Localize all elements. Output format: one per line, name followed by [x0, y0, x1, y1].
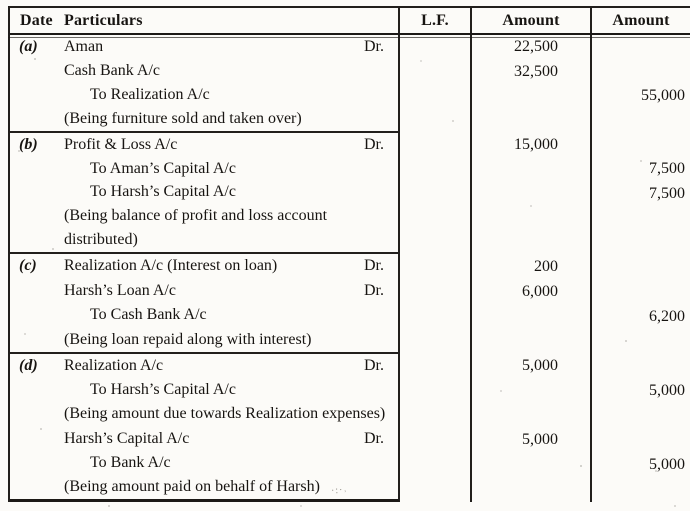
lf-blank	[400, 133, 470, 157]
line-text: (Being furniture sold and taken over)	[64, 110, 302, 127]
debit-amount: 15,000	[514, 136, 558, 154]
col-header-particulars: Particulars	[58, 8, 400, 33]
credit-amount	[592, 254, 690, 279]
journal-entry	[10, 254, 690, 354]
debit-amount: 5,000	[522, 431, 558, 449]
lf-blank	[400, 206, 470, 230]
particulars-cell	[58, 254, 400, 354]
credit-amount: 7,500	[649, 184, 685, 202]
debit-amount-cell	[472, 354, 592, 502]
line-text: To Aman’s Capital A/c	[90, 159, 236, 177]
journal-entry	[10, 354, 690, 502]
journal-line	[64, 328, 398, 353]
debit-amount	[472, 477, 590, 502]
col-header-lf: L.F.	[400, 8, 472, 33]
credit-amount: 55,000	[641, 87, 685, 105]
journal-line	[64, 303, 398, 328]
debit-amount	[472, 453, 590, 478]
debit-amount	[472, 84, 590, 109]
line-text: Cash Bank A/c	[64, 62, 160, 79]
line-text: Harsh’s Loan A/c	[64, 281, 176, 299]
journal-line	[64, 378, 398, 402]
lf-cell	[400, 35, 472, 133]
entry-date-blank	[19, 181, 58, 205]
credit-amount: 5,000	[649, 456, 685, 474]
credit-amount	[592, 329, 690, 354]
lf-blank	[400, 254, 470, 279]
credit-amount	[592, 354, 690, 379]
entry-date-cell	[10, 354, 58, 502]
journal-line	[64, 451, 398, 475]
particulars-cell	[58, 133, 400, 254]
lf-blank	[400, 477, 470, 502]
col-header-amount-debit: Amount	[472, 8, 592, 33]
entry-date-blank	[19, 59, 58, 83]
lf-blank	[400, 181, 470, 205]
line-text: Realization A/c (Interest on loan)	[64, 257, 278, 275]
credit-amount: 6,200	[649, 307, 685, 325]
entry-letter	[19, 254, 58, 279]
journal-line	[64, 107, 398, 131]
journal-body	[10, 35, 690, 502]
debit-amount	[472, 403, 590, 428]
debit-amount	[472, 379, 590, 404]
journal-line	[64, 35, 398, 59]
col-header-date: Date	[20, 11, 53, 29]
line-text: To Harsh’s Capital A/c	[90, 381, 236, 399]
credit-amount	[592, 109, 690, 134]
credit-amount	[592, 403, 690, 428]
dr-label: Dr.	[364, 357, 384, 375]
line-text: Realization A/c	[64, 357, 164, 375]
lf-blank	[400, 304, 470, 329]
line-text: Aman	[64, 38, 104, 55]
debit-amount	[472, 181, 590, 205]
entry-letter-text: (a)	[19, 38, 38, 55]
credit-amount: 5,000	[649, 382, 685, 399]
journal-entry	[10, 35, 690, 133]
debit-amount: 5,000	[522, 357, 558, 375]
journal-line	[64, 354, 398, 378]
debit-amount	[472, 304, 590, 329]
scan-noise	[0, 0, 2, 2]
col-header-amount-credit: Amount	[612, 11, 670, 29]
line-text: (Being amount paid on behalf of Harsh)	[64, 477, 320, 495]
credit-amount-cell	[592, 254, 690, 354]
debit-amount	[472, 230, 590, 254]
line-text: To Realization A/c	[90, 86, 210, 103]
header-row	[10, 8, 690, 35]
credit-amount	[592, 35, 690, 60]
lf-blank	[400, 329, 470, 354]
journal-line	[64, 133, 398, 157]
lf-blank	[400, 84, 470, 109]
entry-letter-text: (b)	[19, 135, 38, 153]
entry-date-blank	[19, 402, 58, 426]
debit-amount-cell	[472, 254, 592, 354]
line-text: To Harsh’s Capital A/c	[90, 183, 236, 201]
debit-amount: 200	[534, 257, 558, 275]
journal-line	[64, 181, 398, 205]
lf-blank	[400, 428, 470, 453]
lf-blank	[400, 403, 470, 428]
line-text: Harsh’s Capital A/c	[64, 429, 190, 447]
debit-amount: 6,000	[522, 282, 558, 300]
debit-amount	[472, 109, 590, 134]
entry-date-blank	[19, 279, 58, 304]
entry-date-blank	[19, 427, 58, 451]
journal-table	[8, 6, 690, 502]
credit-amount-cell	[592, 354, 690, 502]
dr-label: Dr.	[364, 429, 384, 447]
dr-label: Dr.	[364, 257, 384, 275]
credit-amount	[592, 230, 690, 254]
entry-date-blank	[19, 228, 58, 252]
entry-date-blank	[19, 107, 58, 131]
credit-amount	[592, 428, 690, 453]
entry-letter	[19, 354, 58, 378]
credit-amount	[592, 133, 690, 157]
entry-letter-text: (c)	[19, 257, 37, 275]
entry-letter	[19, 35, 58, 59]
lf-blank	[400, 354, 470, 379]
debit-amount: 32,500	[514, 62, 558, 80]
journal-line	[64, 83, 398, 107]
credit-amount: 7,500	[649, 160, 685, 178]
credit-amount	[592, 60, 690, 85]
journal-line	[64, 157, 398, 181]
debit-amount	[472, 206, 590, 230]
debit-amount-cell	[472, 133, 592, 254]
entry-date-blank	[19, 451, 58, 475]
lf-cell	[400, 254, 472, 354]
entry-date-blank	[19, 475, 58, 499]
journal-line	[64, 254, 398, 279]
debit-amount-cell	[472, 35, 592, 133]
lf-cell	[400, 354, 472, 502]
lf-blank	[400, 109, 470, 134]
dr-label: Dr.	[364, 281, 384, 299]
line-text: Profit & Loss A/c	[64, 135, 178, 153]
particulars-cell	[58, 35, 400, 133]
entry-date-blank	[19, 157, 58, 181]
entry-letter	[19, 133, 58, 157]
entry-date-blank	[19, 378, 58, 402]
lf-blank	[400, 35, 470, 60]
scan-smudge: ·:·˒	[330, 484, 349, 497]
entry-date-blank	[19, 83, 58, 107]
line-text: (Being loan repaid along with interest)	[64, 330, 312, 348]
entry-date-cell	[10, 133, 58, 254]
entry-date-blank	[19, 303, 58, 328]
dr-label: Dr.	[364, 135, 384, 153]
journal-line	[64, 279, 398, 304]
lf-blank	[400, 230, 470, 254]
entry-date-blank	[19, 328, 58, 353]
journal-line	[64, 204, 398, 228]
line-text: (Being amount due towards Realization expenses)	[64, 405, 386, 423]
line-text: (Being balance of profit and loss account	[64, 207, 328, 225]
entry-letter-text: (d)	[19, 357, 38, 375]
credit-amount	[592, 206, 690, 230]
entry-date-cell	[10, 254, 58, 354]
credit-amount	[592, 477, 690, 502]
debit-amount	[472, 329, 590, 354]
line-text: To Cash Bank A/c	[90, 306, 207, 324]
lf-blank	[400, 60, 470, 85]
debit-amount	[472, 157, 590, 181]
journal-entry	[10, 133, 690, 254]
credit-amount-cell	[592, 35, 690, 133]
journal-line	[64, 427, 398, 451]
line-text: distributed)	[64, 231, 138, 249]
line-text: To Bank A/c	[90, 453, 171, 471]
lf-blank	[400, 379, 470, 404]
credit-amount	[592, 279, 690, 304]
journal-line	[64, 402, 398, 426]
journal-line	[64, 59, 398, 83]
lf-blank	[400, 453, 470, 478]
dr-label: Dr.	[364, 38, 384, 55]
journal-line	[64, 228, 398, 252]
entry-date-blank	[19, 204, 58, 228]
particulars-cell	[58, 354, 400, 502]
lf-cell	[400, 133, 472, 254]
debit-amount: 22,500	[514, 38, 558, 56]
lf-blank	[400, 157, 470, 181]
lf-blank	[400, 279, 470, 304]
entry-date-cell	[10, 35, 58, 133]
credit-amount-cell	[592, 133, 690, 254]
